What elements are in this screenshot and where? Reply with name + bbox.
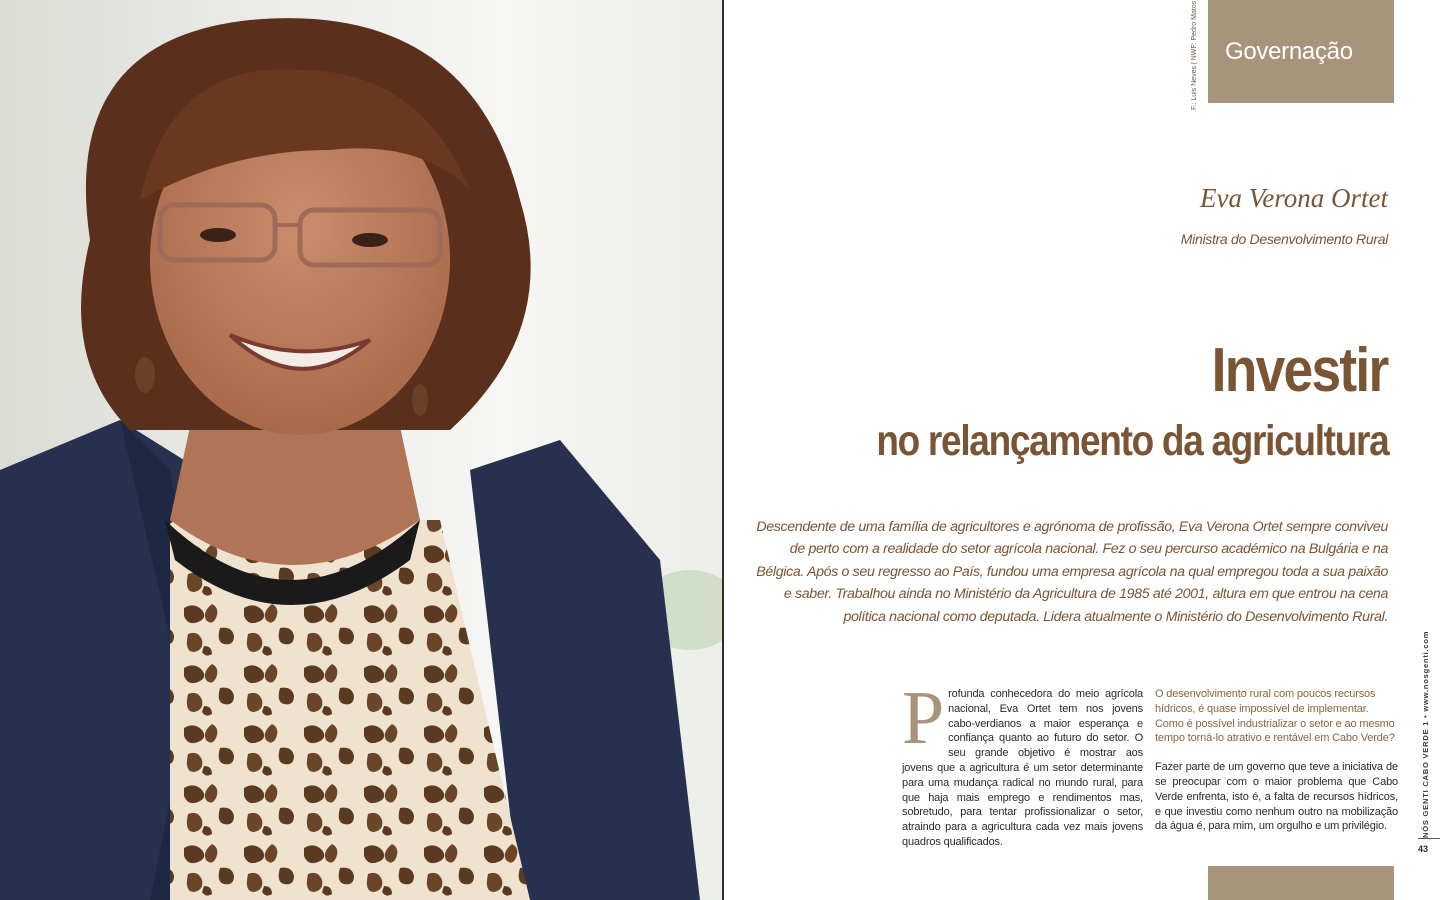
drop-cap: P — [902, 676, 945, 760]
footer-divider — [1418, 838, 1440, 839]
headline-line-2: no relançamento da agricultura — [875, 417, 1388, 465]
section-label: Governação — [1225, 38, 1353, 65]
body-paragraph: rofunda conhecedora do meio agrícola nacional, Eva Ortet tem nos jovens cabo-verdianos a maior esperança e confiança quanto ao futuro do setor. O seu grande objetivo é mostrar aos jovens que a agricultura é um setor determinante para uma mudança radical no mundo rural, para que haja mais emprego e rendimentos mas, sobretudo, para tentar profissionalizar o setor, atraindo para a agricultura cada vez mais jovens quadros qualificados. — [902, 688, 1143, 848]
interview-question: O desenvolvimento rural com poucos recursos hídricos, é quase impossível de implementar. Como é possível industrializar o setor e ao mesmo tempo torná-lo atrativo e rentável em Cabo Verde? — [1155, 688, 1395, 745]
interview-answer: Fazer parte de um governo que teve a iniciativa de se preocupar com o maior problema que Cabo Verde enfrenta, isto é, a falta de recursos hídricos, e que investiu como nenhum outro na mobilização da água é, para mim, um orgulho e um privilégio. — [1155, 761, 1398, 833]
headline-line-1: Investir — [1212, 336, 1388, 405]
photo-credit: F.: Luis Neves | NWF: Pedro Matos — [1191, 0, 1198, 110]
body-column-1 — [902, 676, 1143, 850]
section-tab — [1208, 0, 1394, 103]
page-number: 43 — [1418, 844, 1429, 854]
page-gutter — [722, 0, 724, 900]
author-name: Eva Verona Ortet — [1200, 183, 1388, 213]
body-column-2 — [1155, 687, 1398, 834]
lead-paragraph: Descendente de uma família de agricultores e agrónoma de profissão, Eva Verona Ortet sempre conviveu de perto com a realidade do setor agrícola nacional. Fez o seu percurso académico na Bulgária e na Bélgica. Após o seu regresso ao País, fundou uma empresa agrícola na qual empregou toda a sua paixão e saber. Trabalhou ainda no Ministério da Agricultura de 1985 até 2001, altura em que entrou na cena política nacional como deputada. Lidera atualmente o Ministério do Desenvolvimento Rural. — [756, 519, 1388, 625]
author-role: Ministra do Desenvolvimento Rural — [1180, 231, 1388, 247]
bottom-tab — [1208, 866, 1394, 900]
publication-footer: NÓS GENTI CABO VERDE 1 • www.nosgenti.com — [1421, 630, 1430, 838]
